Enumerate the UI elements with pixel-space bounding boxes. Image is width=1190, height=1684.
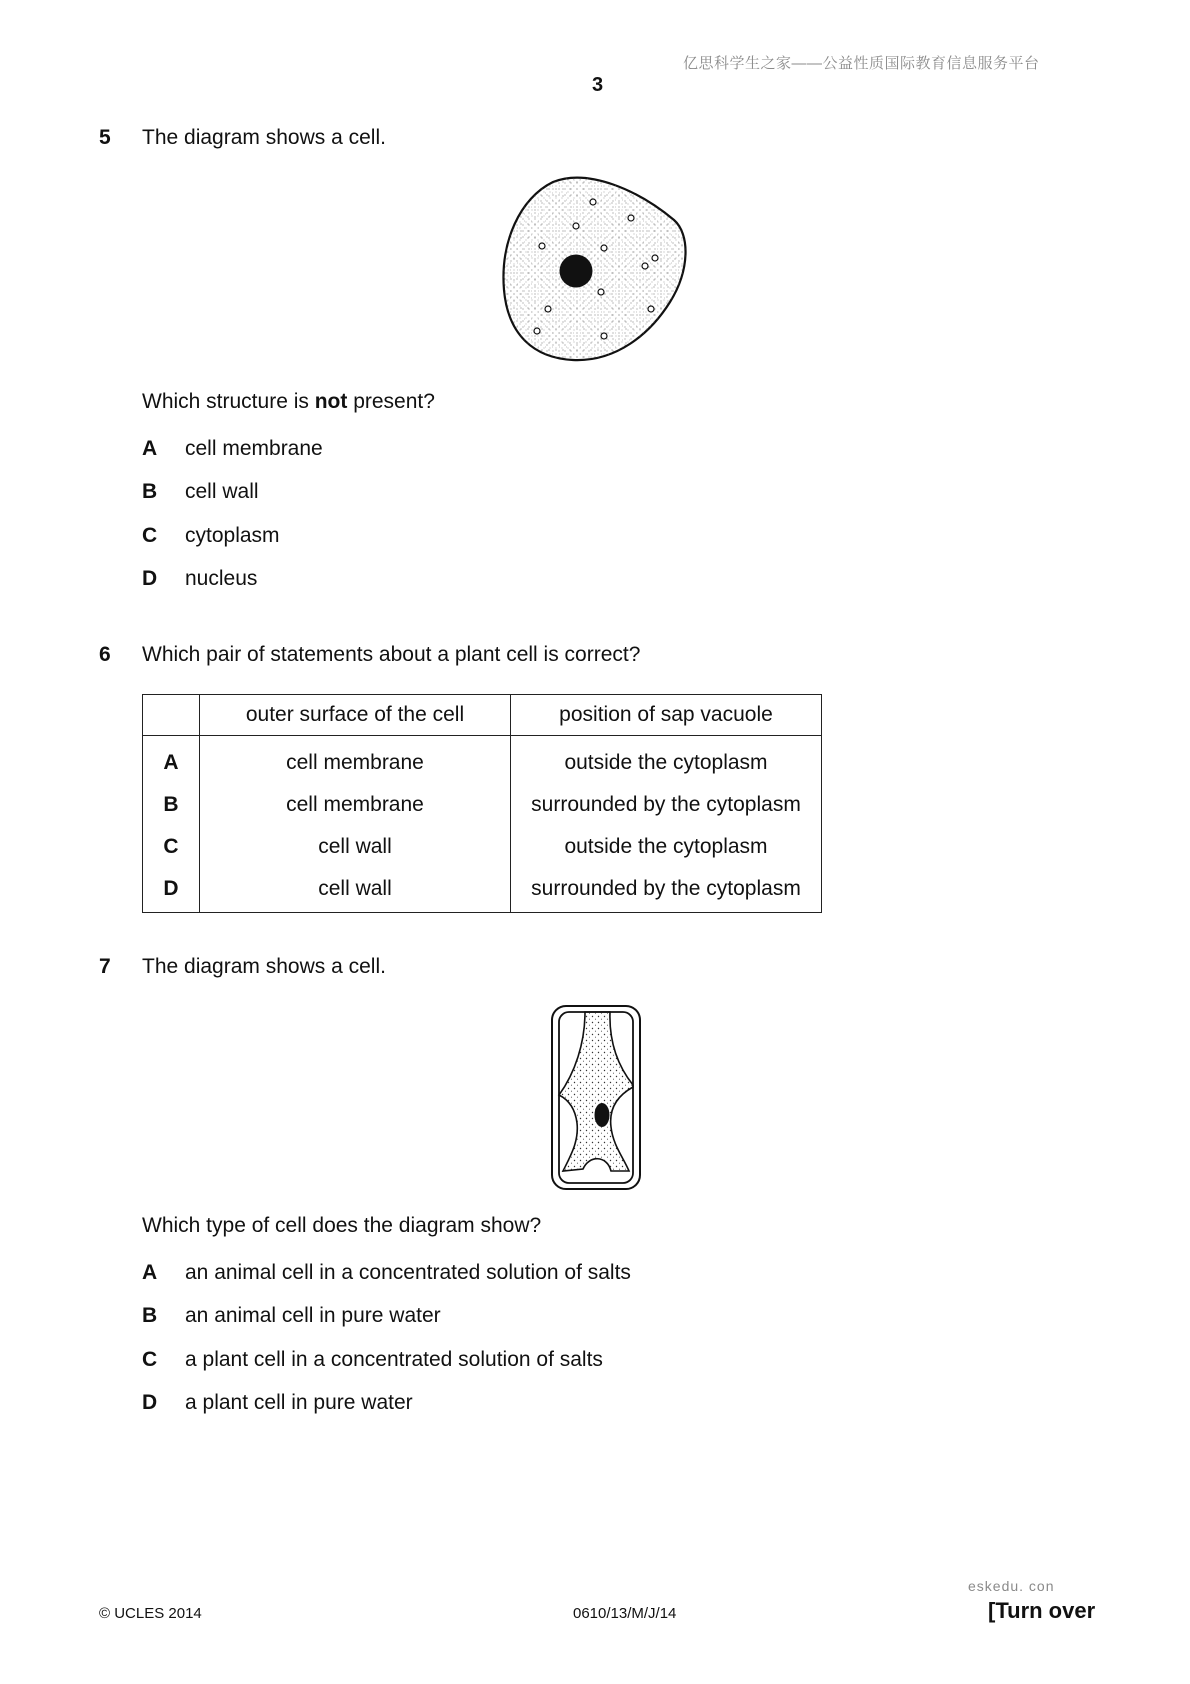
table-row bbox=[143, 736, 822, 785]
q5-option-c-letter: C bbox=[142, 524, 158, 547]
table-header-cell: outer surface of the cell bbox=[200, 695, 511, 736]
question-7-prompt: Which type of cell does the diagram show? bbox=[142, 1214, 542, 1237]
table-header-row bbox=[143, 695, 822, 736]
q5-option-a-letter: A bbox=[142, 437, 158, 460]
table-row bbox=[143, 784, 822, 826]
q5-option-b-text: cell wall bbox=[185, 480, 259, 503]
nucleus bbox=[595, 1103, 610, 1127]
q7-option-b-text: an animal cell in pure water bbox=[185, 1304, 441, 1327]
q7-option-b-letter: B bbox=[142, 1304, 158, 1327]
table-header-cell bbox=[143, 695, 200, 736]
question-7-stem: The diagram shows a cell. bbox=[142, 955, 386, 978]
question-6-number: 6 bbox=[99, 643, 111, 666]
table-cell: cell membrane bbox=[200, 784, 511, 826]
table-cell: surrounded by the cytoplasm bbox=[511, 784, 822, 826]
table-cell: cell wall bbox=[200, 826, 511, 868]
table-cell: surrounded by the cytoplasm bbox=[511, 868, 822, 913]
question-5-number: 5 bbox=[99, 126, 111, 149]
plant-cell-diagram bbox=[549, 1003, 645, 1193]
answer-table bbox=[142, 694, 822, 913]
prompt-text-2: present? bbox=[347, 390, 435, 413]
q7-option-a-letter: A bbox=[142, 1261, 158, 1284]
table-cell: cell membrane bbox=[200, 736, 511, 785]
table-cell: B bbox=[143, 784, 200, 826]
question-5-stem: The diagram shows a cell. bbox=[142, 126, 386, 149]
table-row bbox=[143, 868, 822, 913]
table-cell: C bbox=[143, 826, 200, 868]
table-row bbox=[143, 826, 822, 868]
q5-option-d-letter: D bbox=[142, 567, 158, 590]
table-cell: A bbox=[143, 736, 200, 785]
table-cell: outside the cytoplasm bbox=[511, 736, 822, 785]
copyright: © UCLES 2014 bbox=[99, 1605, 202, 1622]
table-cell: outside the cytoplasm bbox=[511, 826, 822, 868]
q7-option-d-letter: D bbox=[142, 1391, 158, 1414]
q5-option-a-text: cell membrane bbox=[185, 437, 323, 460]
q5-option-d-text: nucleus bbox=[185, 567, 258, 590]
site-watermark: eskedu. con bbox=[968, 1578, 1055, 1594]
question-7-number: 7 bbox=[99, 955, 111, 978]
table-cell: cell wall bbox=[200, 868, 511, 913]
q7-option-a-text: an animal cell in a concentrated solution of salts bbox=[185, 1261, 631, 1284]
q5-option-c-text: cytoplasm bbox=[185, 524, 280, 547]
prompt-emphasis: not bbox=[314, 390, 348, 413]
q7-option-c-text: a plant cell in a concentrated solution of salts bbox=[185, 1348, 603, 1371]
q7-option-c-letter: C bbox=[142, 1348, 158, 1371]
q5-option-b-letter: B bbox=[142, 480, 158, 503]
page-number: 3 bbox=[592, 74, 604, 96]
prompt-text-1: Which structure is bbox=[142, 390, 315, 413]
table-cell: D bbox=[143, 868, 200, 913]
q7-option-d-text: a plant cell in pure water bbox=[185, 1391, 413, 1414]
question-6-stem: Which pair of statements about a plant cell is correct? bbox=[142, 643, 641, 666]
paper-code: 0610/13/M/J/14 bbox=[573, 1605, 677, 1622]
animal-cell-diagram bbox=[498, 170, 698, 370]
table-header-cell: position of sap vacuole bbox=[511, 695, 822, 736]
nucleus bbox=[560, 255, 593, 288]
turn-over-label: [Turn over bbox=[988, 1598, 1096, 1623]
watermark-text: 亿思科学生之家——公益性质国际教育信息服务平台 bbox=[683, 55, 1040, 72]
question-5-prompt bbox=[142, 390, 435, 414]
